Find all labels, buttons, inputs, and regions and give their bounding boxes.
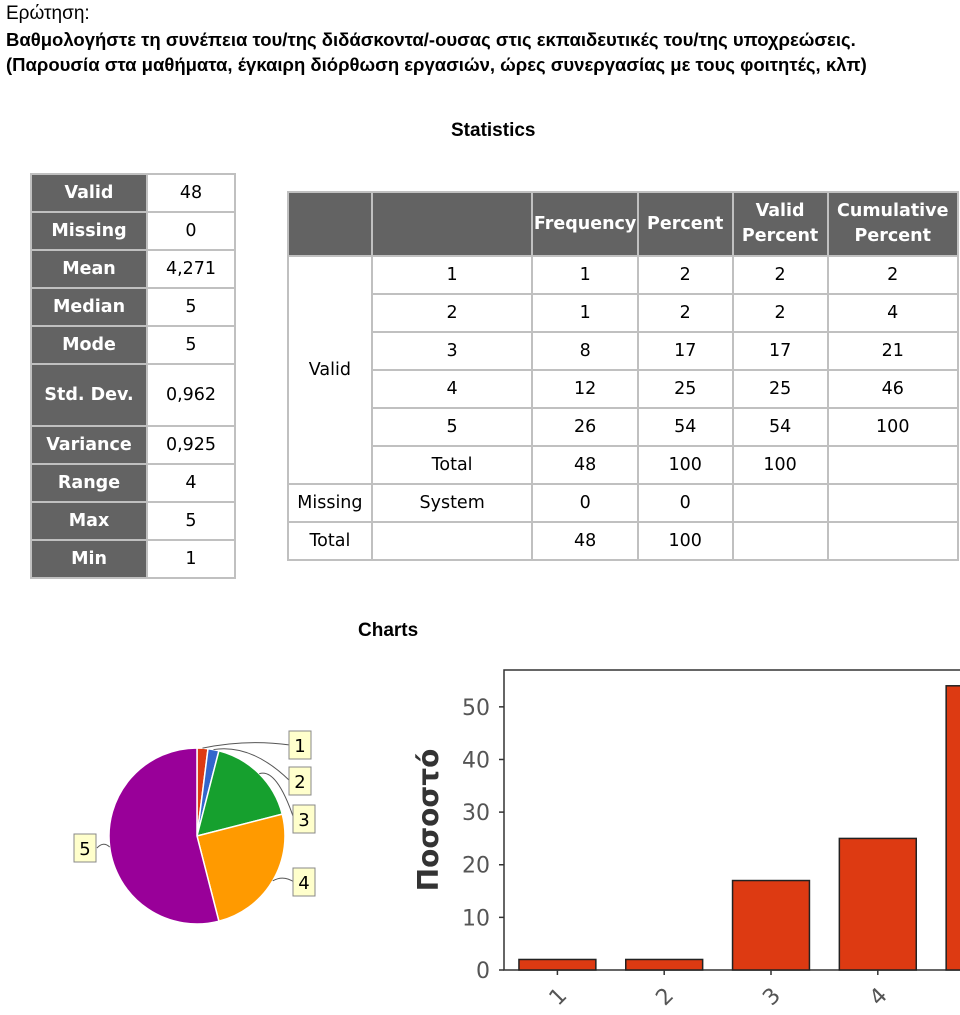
cell: 25: [638, 370, 733, 408]
header-cell: Frequency: [532, 192, 637, 256]
table-row: [288, 332, 958, 370]
std-dev-label: Std. Dev.: [44, 385, 134, 405]
x-tick-label: 2: [651, 983, 680, 1011]
cell: 12: [532, 370, 637, 408]
stat-value: 5: [147, 326, 235, 364]
statistics-table: [30, 173, 236, 579]
stat-value: 0: [147, 212, 235, 250]
pie-leader-line: [273, 878, 294, 882]
stat-value: 48: [147, 174, 235, 212]
cell: 48: [532, 446, 637, 484]
header-cell: [288, 192, 372, 256]
cell: 1: [532, 256, 637, 294]
stat-label: Range: [31, 464, 147, 502]
table-row: [288, 294, 958, 332]
stats-row: [31, 364, 235, 426]
cell: System: [372, 484, 533, 522]
stats-row: [31, 250, 235, 288]
pie-label: 4: [298, 873, 310, 894]
cell: 46: [828, 370, 959, 408]
valid-group-label: Valid: [288, 256, 372, 484]
question-line-2: (Παρουσία στα μαθήματα, έγκαιρη διόρθωση εργασιών, ώρες συνεργασίας με τους φοιτητές, κλπ): [6, 54, 867, 75]
pie-label: 5: [79, 839, 91, 860]
cell: 2: [733, 294, 828, 332]
cell: [828, 446, 959, 484]
header-cell: [372, 192, 533, 256]
pie-label: 1: [294, 736, 306, 757]
y-tick-label: 20: [462, 853, 490, 879]
cell: 8: [532, 332, 637, 370]
cell: 17: [638, 332, 733, 370]
stat-label: Valid: [31, 174, 147, 212]
cell: 0: [532, 484, 637, 522]
header-cell: Percent: [638, 192, 733, 256]
stat-value: 4,271: [147, 250, 235, 288]
cell: Total: [372, 446, 533, 484]
cell: 48: [532, 522, 637, 560]
cell: [372, 522, 533, 560]
y-axis-label: Ποσοστό: [412, 748, 445, 892]
bar-chart: [400, 660, 960, 1015]
stat-label: Min: [31, 540, 147, 578]
question-text: [6, 27, 956, 77]
pie-label: 2: [294, 772, 306, 793]
stat-label: Variance: [31, 426, 147, 464]
cell: 5: [372, 408, 533, 446]
cell: 17: [733, 332, 828, 370]
cell: 100: [828, 408, 959, 446]
stat-value: 5: [147, 502, 235, 540]
cell: 1: [532, 294, 637, 332]
cell: 2: [638, 256, 733, 294]
table-row: [288, 484, 958, 522]
cell: 3: [372, 332, 533, 370]
stats-row: [31, 540, 235, 578]
frequency-table: [287, 191, 959, 561]
table-row: [288, 408, 958, 446]
cell: [733, 522, 828, 560]
stat-value: 5: [147, 288, 235, 326]
stat-label: Max: [31, 502, 147, 540]
y-tick-label: 50: [462, 695, 490, 721]
stat-value: 0,925: [147, 426, 235, 464]
cell: 2: [638, 294, 733, 332]
cell: 0: [638, 484, 733, 522]
stat-label: Mode: [31, 326, 147, 364]
bar-1: [519, 959, 596, 970]
table-row: [288, 370, 958, 408]
stat-value: 1: [147, 540, 235, 578]
y-tick-label: 30: [462, 801, 490, 827]
freq-header-row: [288, 192, 958, 256]
statistics-title: Statistics: [451, 120, 536, 141]
x-tick-label: 3: [758, 983, 786, 1011]
stat-label: Missing: [31, 212, 147, 250]
y-tick-label: 10: [462, 906, 490, 932]
table-row: [288, 446, 958, 484]
header-cell: Valid Percent: [733, 192, 828, 256]
cell: 2: [372, 294, 533, 332]
y-tick-label: 40: [462, 748, 490, 774]
bar-4: [839, 838, 916, 970]
cell: [733, 484, 828, 522]
cell: 2: [733, 256, 828, 294]
cell: [828, 484, 959, 522]
cell: 4: [372, 370, 533, 408]
stat-value: 0,962: [147, 364, 235, 426]
cell: 2: [828, 256, 959, 294]
stats-row: [31, 426, 235, 464]
cell: 25: [733, 370, 828, 408]
cell: 54: [638, 408, 733, 446]
cell: Missing: [288, 484, 372, 522]
pie-chart: [0, 660, 400, 990]
table-row: [288, 522, 958, 560]
pie-label: 3: [298, 810, 310, 831]
stats-row: [31, 502, 235, 540]
cell: 100: [638, 446, 733, 484]
stat-label: [31, 364, 147, 426]
bar-5: [946, 686, 960, 970]
cell: 21: [828, 332, 959, 370]
cell: Total: [288, 522, 372, 560]
pie-leader-line: [97, 844, 110, 848]
y-tick-label: 0: [476, 959, 490, 984]
cell: 4: [828, 294, 959, 332]
cell: [828, 522, 959, 560]
cell: 100: [733, 446, 828, 484]
charts-title: Charts: [358, 620, 419, 641]
cell: 54: [733, 408, 828, 446]
stats-row: [31, 326, 235, 364]
stats-row: [31, 212, 235, 250]
bar-3: [733, 881, 810, 970]
x-tick-label: 1: [544, 983, 573, 1011]
stats-row: [31, 288, 235, 326]
x-tick-label: 4: [865, 983, 893, 1011]
stat-label: Median: [31, 288, 147, 326]
stats-row: [31, 464, 235, 502]
cell: 1: [372, 256, 533, 294]
bar-2: [626, 959, 703, 970]
stat-label: Mean: [31, 250, 147, 288]
cell: 100: [638, 522, 733, 560]
table-row: [288, 256, 958, 294]
header-cell: Cumulative Percent: [828, 192, 959, 256]
stat-value: 4: [147, 464, 235, 502]
pie-leader-line: [203, 743, 290, 749]
stats-row: [31, 174, 235, 212]
question-label: Ερώτηση:: [6, 3, 90, 24]
question-line-1: Βαθμολογήστε τη συνέπεια του/της διδάσκοντα/-ουσας στις εκπαιδευτικές του/της υποχρεώσεις.: [6, 29, 856, 50]
cell: 26: [532, 408, 637, 446]
